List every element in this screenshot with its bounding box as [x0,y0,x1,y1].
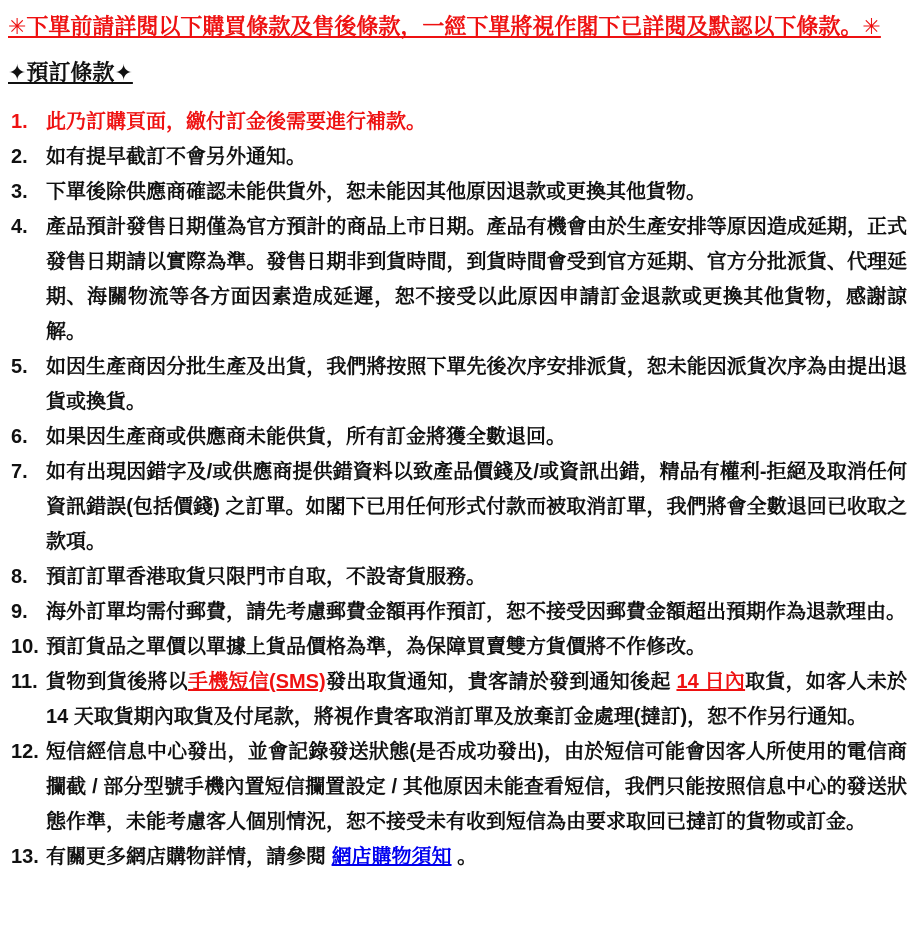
term-text [46,560,907,595]
term-segment: 如果因生產商或供應商未能供貨，所有訂金將獲全數退回。 [46,426,566,448]
term-number: 3. [11,181,28,203]
term-segment: 下單後除供應商確認未能供貨外，恕未能因其他原因退款或更換其他貨物。 [46,181,706,203]
term-segment: 產品預計發售日期僅為官方預計的商品上市日期。產品有機會由於生產安排等原因造成延期，正式發售日期請以實際為準。發售日期非到貨時間，到貨時間會受到官方延期、官方分批派貨、代理延期、海關物流等各方面因素造成延遲，恕不接受以此原因申請訂金退款或更換其他貨物，感謝諒解。 [46,216,907,343]
term-text [46,140,907,175]
term-number: 6. [11,426,28,448]
term-text [46,840,907,875]
term-number: 11. [11,671,38,693]
term-segment: 貨物到貨後將以 [46,671,188,693]
page-title: ✳下單前請詳閱以下購買條款及售後條款，一經下單將視作閣下已詳閱及默認以下條款。✳ [8,14,881,39]
term-segment: 如有提早截訂不會另外通知。 [46,146,306,168]
term-item [8,840,907,875]
term-item [8,175,907,210]
term-number: 13. [11,846,39,868]
term-number: 5. [11,356,28,378]
term-item [8,665,907,735]
term-item [8,105,907,140]
term-number: 7. [11,461,28,483]
term-segment: 有關更多網店購物詳情，請參閱 [46,846,332,868]
term-text [46,420,907,455]
term-item [8,140,907,175]
term-number: 12. [11,741,39,763]
term-item [8,420,907,455]
term-segment: 此乃訂購頁面，繳付訂金後需要進行補款。 [46,111,426,133]
term-text [46,595,907,630]
section-header-preorder-terms: ✦預訂條款✦ [8,60,133,85]
term-segment: 預訂訂單香港取貨只限門市自取，不設寄貨服務。 [46,566,486,588]
term-segment: 如因生產商因分批生產及出貨，我們將按照下單先後次序安排派貨，恕未能因派貨次序為由提出退貨或換貨。 [46,356,907,413]
term-item [8,350,907,420]
term-number: 1. [11,111,28,133]
term-segment: 如有出現因錯字及/或供應商提供錯資料以致產品價錢及/或資訊出錯，精品有權利-拒絕及取消任何資訊錯誤(包括價錢) 之訂單。如閣下已用任何形式付款而被取消訂單，我們將會全數退回已收取之款項。 [46,461,907,553]
term-text [46,175,907,210]
term-text [46,455,907,560]
term-item [8,560,907,595]
term-highlight: 手機短信(SMS) [187,671,326,693]
term-item [8,735,907,840]
term-segment: 。 [451,846,478,868]
term-number: 4. [11,216,28,238]
term-segment: 短信經信息中心發出，並會記錄發送狀態(是否成功發出)，由於短信可能會因客人所使用的電信商攔截 / 部分型號手機內置短信攔置設定 / 其他原因未能查看短信，我們只能按照信息中心的發送狀態作準，未能考慮客人個別情況，恕不接受未有收到短信為由要求取回已撻訂的貨物或訂金。 [46,741,907,833]
shop-guide-link[interactable]: 網店購物須知 [331,846,452,868]
term-number: 10. [11,636,39,658]
term-text [46,665,907,735]
term-text [46,350,907,420]
term-number: 2. [11,146,28,168]
term-text [46,630,907,665]
term-text [46,735,907,840]
term-item [8,455,907,560]
terms-list [8,105,907,875]
term-segment: 取貨，如客人未於 14 天取貨期內取貨及付尾款，將視作貴客取消訂單及放棄訂金處理(撻訂)，恕不作另行通知。 [46,671,907,728]
term-item [8,595,907,630]
term-text [46,210,907,350]
term-segment: 海外訂單均需付郵費，請先考慮郵費金額再作預訂，恕不接受因郵費金額超出預期作為退款理由。 [46,601,906,623]
term-item [8,630,907,665]
term-segment: 發出取貨通知，貴客請於發到通知後起 [325,671,677,693]
term-highlight: 14 日內 [676,671,746,693]
term-number: 8. [11,566,28,588]
term-text [46,105,907,140]
term-number: 9. [11,601,28,623]
term-item [8,210,907,350]
term-segment: 預訂貨品之單價以單據上貨品價格為準，為保障買賣雙方貨價將不作修改。 [46,636,706,658]
